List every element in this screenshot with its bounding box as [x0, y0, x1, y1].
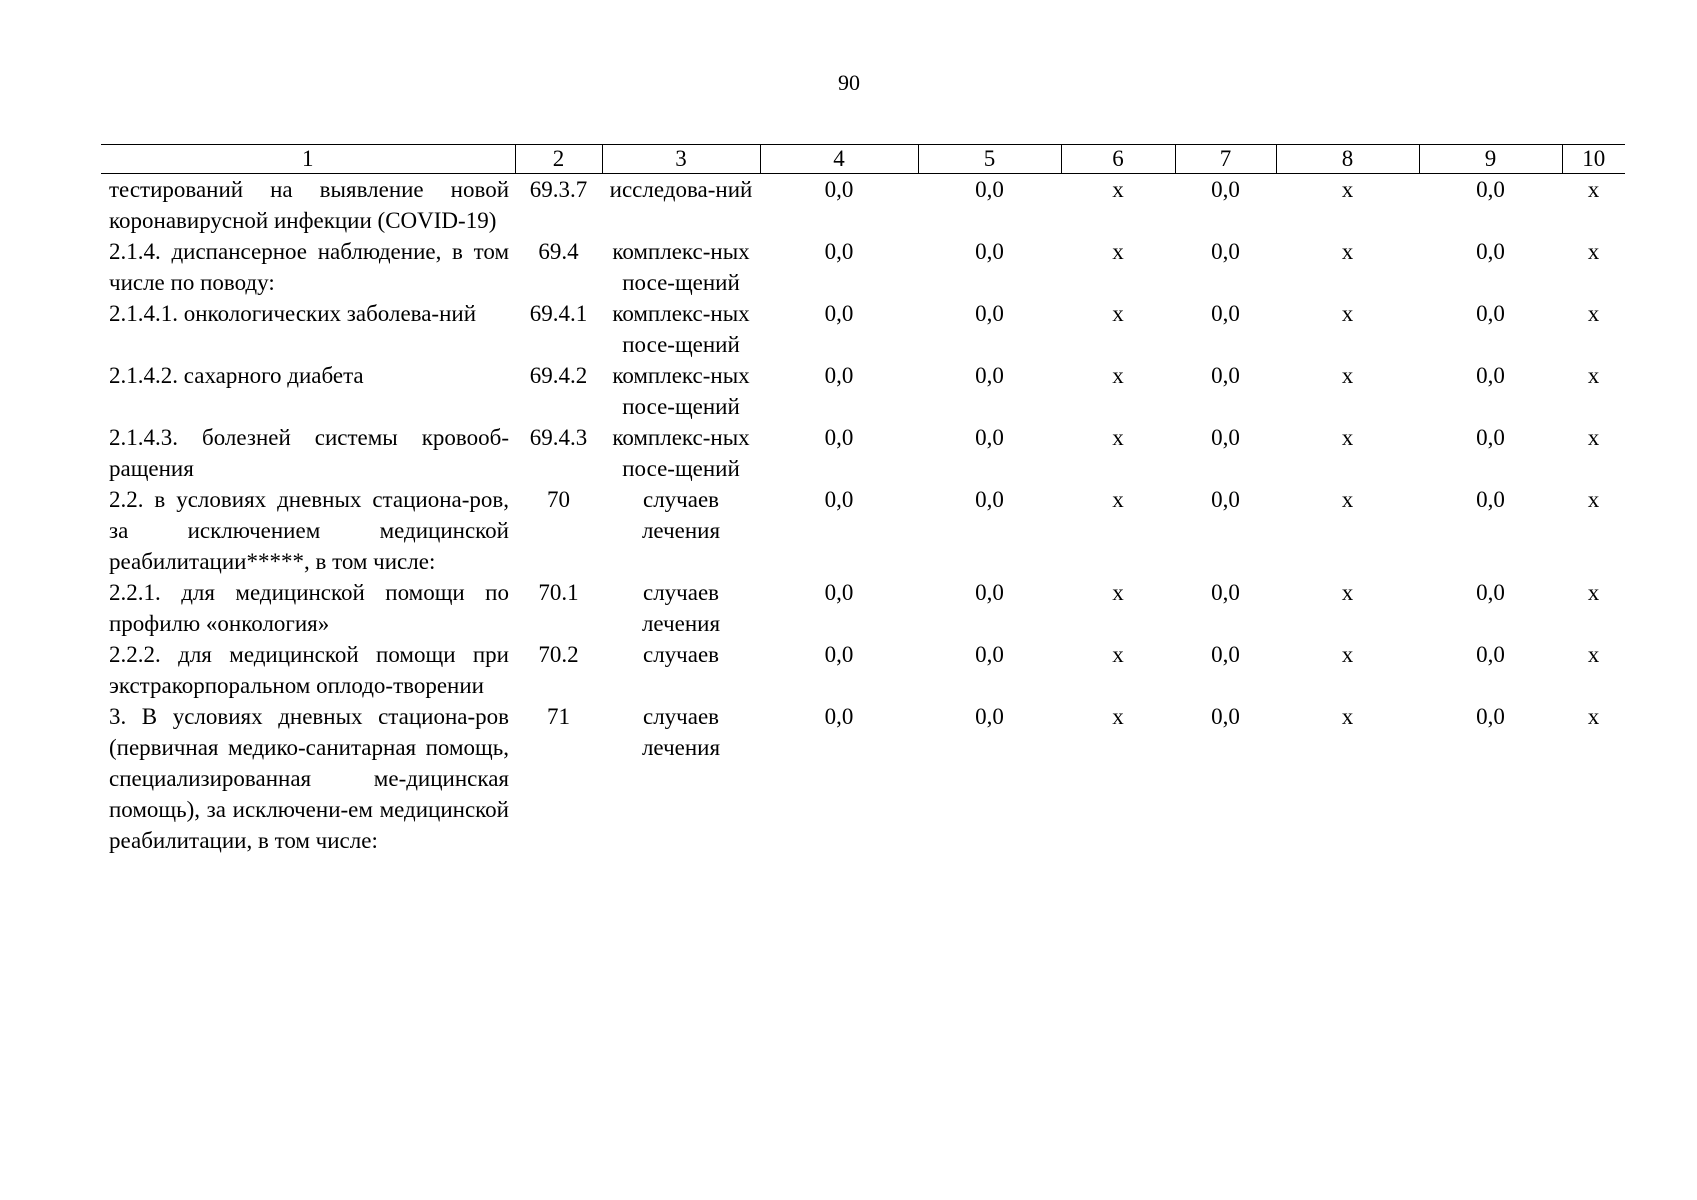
table-row [101, 577, 1625, 639]
cell-col10: х [1587, 363, 1600, 388]
cell-col6: х [1112, 239, 1124, 264]
column-header-4: 4 [760, 145, 918, 174]
row-label: 2.2.2. для медицинской помощи при экстракорпоральном оплодо-творении [109, 642, 509, 698]
cell-col7: 0,0 [1211, 177, 1240, 202]
cell-col7: 0,0 [1211, 301, 1240, 326]
cell-col6: х [1112, 580, 1124, 605]
table-row [101, 174, 1625, 237]
row-unit: случаев лечения [641, 487, 721, 543]
row-label: 2.1.4. диспансерное наблюдение, в том числе по поводу: [109, 239, 509, 295]
row-unit: комплекс-ных посе-щений [612, 363, 750, 419]
column-header-3: 3 [602, 145, 760, 174]
column-header-5: 5 [918, 145, 1061, 174]
data-table [101, 144, 1625, 856]
row-unit: комплекс-ных посе-щений [612, 301, 750, 357]
header-row [101, 145, 1625, 174]
cell-col8: х [1341, 704, 1354, 729]
column-header-9: 9 [1419, 145, 1562, 174]
row-code: 70.1 [538, 580, 579, 605]
table-row [101, 484, 1625, 577]
cell-col5: 0,0 [975, 177, 1004, 202]
cell-col9: 0,0 [1476, 487, 1505, 512]
cell-col10: х [1587, 704, 1600, 729]
row-label: 2.1.4.2. сахарного диабета [109, 363, 364, 388]
cell-col6: х [1112, 704, 1124, 729]
cell-col8: х [1341, 580, 1354, 605]
cell-col9: 0,0 [1476, 580, 1505, 605]
table-row [101, 639, 1625, 701]
row-code: 70.2 [538, 642, 579, 667]
cell-col8: х [1341, 239, 1354, 264]
row-code: 69.4.3 [529, 425, 588, 450]
cell-col10: х [1587, 642, 1600, 667]
cell-col4: 0,0 [824, 580, 854, 605]
cell-col9: 0,0 [1476, 301, 1505, 326]
cell-col6: х [1112, 425, 1124, 450]
table-row [101, 422, 1625, 484]
cell-col9: 0,0 [1476, 425, 1505, 450]
cell-col8: х [1341, 487, 1354, 512]
cell-col4: 0,0 [824, 177, 854, 202]
cell-col9: 0,0 [1476, 704, 1505, 729]
row-code: 69.3.7 [529, 177, 588, 202]
cell-col6: х [1112, 487, 1124, 512]
cell-col10: х [1587, 239, 1600, 264]
cell-col9: 0,0 [1476, 642, 1505, 667]
cell-col7: 0,0 [1211, 704, 1240, 729]
cell-col5: 0,0 [975, 425, 1004, 450]
table-row [101, 236, 1625, 298]
row-label: 2.1.4.1. онкологических заболева-ний [109, 301, 477, 326]
table-row [101, 360, 1625, 422]
cell-col9: 0,0 [1476, 177, 1505, 202]
cell-col5: 0,0 [975, 239, 1004, 264]
cell-col7: 0,0 [1211, 487, 1240, 512]
cell-col8: х [1341, 642, 1354, 667]
cell-col4: 0,0 [824, 239, 854, 264]
cell-col10: х [1587, 301, 1600, 326]
cell-col10: х [1587, 177, 1600, 202]
cell-col4: 0,0 [824, 301, 854, 326]
cell-col7: 0,0 [1211, 363, 1240, 388]
row-code: 69.4 [538, 239, 579, 264]
cell-col4: 0,0 [824, 704, 854, 729]
cell-col7: 0,0 [1211, 642, 1240, 667]
cell-col6: х [1112, 363, 1124, 388]
column-header-8: 8 [1276, 145, 1419, 174]
row-code: 69.4.2 [529, 363, 588, 388]
cell-col8: х [1341, 425, 1354, 450]
cell-col5: 0,0 [975, 704, 1004, 729]
cell-col8: х [1341, 177, 1354, 202]
row-unit: комплекс-ных посе-щений [612, 239, 750, 295]
cell-col6: х [1112, 301, 1124, 326]
table-row [101, 701, 1625, 856]
cell-col4: 0,0 [824, 642, 854, 667]
cell-col7: 0,0 [1211, 580, 1240, 605]
row-label: 2.1.4.3. болезней системы кровооб-ращения [109, 425, 509, 481]
row-code: 70 [547, 487, 570, 512]
row-unit: случаев лечения [641, 704, 721, 760]
cell-col5: 0,0 [975, 642, 1004, 667]
cell-col4: 0,0 [824, 363, 854, 388]
cell-col7: 0,0 [1211, 239, 1240, 264]
column-header-1: 1 [101, 145, 515, 174]
cell-col10: х [1587, 487, 1600, 512]
cell-col5: 0,0 [975, 580, 1004, 605]
column-header-2: 2 [515, 145, 602, 174]
cell-col6: х [1112, 177, 1124, 202]
cell-col7: 0,0 [1211, 425, 1240, 450]
cell-col4: 0,0 [824, 487, 854, 512]
row-code: 71 [547, 704, 570, 729]
row-label: 3. В условиях дневных стациона-ров (первичная медико-санитарная помощь, специализированная ме-дицинская помощь), за исключени-ем медицинской реабилитации, в том числе: [109, 704, 509, 853]
cell-col8: х [1341, 301, 1354, 326]
row-code: 69.4.1 [529, 301, 588, 326]
table-row [101, 298, 1625, 360]
cell-col4: 0,0 [824, 425, 854, 450]
cell-col5: 0,0 [975, 487, 1004, 512]
row-unit: комплекс-ных посе-щений [612, 425, 750, 481]
column-header-7: 7 [1175, 145, 1276, 174]
cell-col10: х [1587, 580, 1600, 605]
cell-col5: 0,0 [975, 301, 1004, 326]
row-unit: исследова-ний [609, 177, 753, 202]
cell-col8: х [1341, 363, 1354, 388]
row-label: 2.2. в условиях дневных стациона-ров, за исключением медицинской реабилитации*****, в том числе: [109, 487, 509, 574]
row-unit: случаев [642, 642, 720, 667]
cell-col6: х [1112, 642, 1124, 667]
cell-col10: х [1587, 425, 1600, 450]
cell-col9: 0,0 [1476, 363, 1505, 388]
cell-col5: 0,0 [975, 363, 1004, 388]
row-label: тестирований на выявление новой коронавирусной инфекции (COVID-19) [109, 177, 509, 233]
cell-col9: 0,0 [1476, 239, 1505, 264]
column-header-10: 10 [1562, 145, 1625, 174]
table-body [101, 174, 1625, 857]
table-header [101, 145, 1625, 174]
row-label: 2.2.1. для медицинской помощи по профилю «онкология» [109, 580, 509, 636]
column-header-6: 6 [1061, 145, 1175, 174]
row-unit: случаев лечения [641, 580, 721, 636]
